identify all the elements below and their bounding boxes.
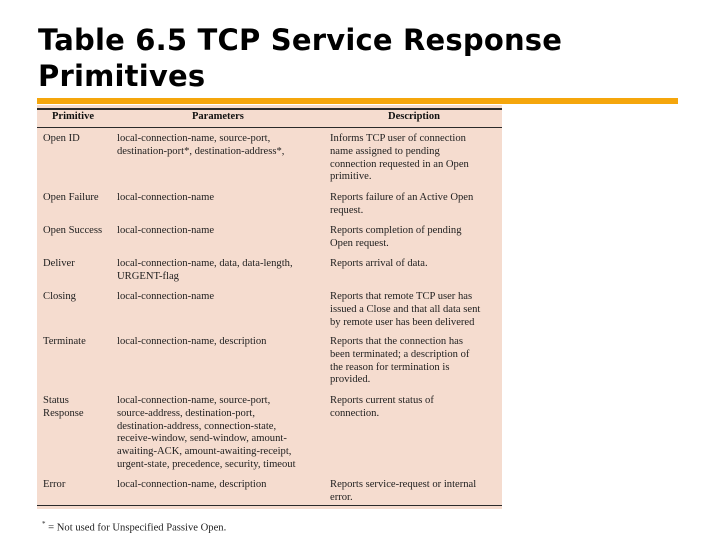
slide-title: Table 6.5 TCP Service Response Primitives <box>38 23 563 93</box>
cell-description: Reports completion of pending Open request. <box>330 225 462 249</box>
cell-primitive: Terminate <box>43 336 86 347</box>
cell-parameters: local-connection-name <box>117 225 215 236</box>
footnote-mark: * <box>42 520 46 528</box>
cell-primitive: Deliver <box>43 258 75 269</box>
primitives-table <box>37 105 502 509</box>
header-primitive: Primitive <box>52 111 94 122</box>
cell-description: Reports arrival of data. <box>330 258 428 269</box>
cell-parameters: local-connection-name <box>117 291 215 302</box>
cell-parameters: local-connection-name, source-port, destination-port*, destination-address*, <box>117 133 285 157</box>
header-description: Description <box>388 111 440 122</box>
cell-parameters: local-connection-name <box>117 192 215 203</box>
cell-primitive: Open Failure <box>43 192 99 203</box>
cell-parameters: local-connection-name, description <box>117 479 267 490</box>
cell-description: Reports current status of connection. <box>330 395 434 419</box>
table-header-rule <box>37 127 502 128</box>
table-footnote <box>42 520 226 534</box>
cell-primitive: Error <box>43 479 66 490</box>
header-parameters: Parameters <box>192 111 244 122</box>
cell-parameters: local-connection-name, data, data-length, URGENT-flag <box>117 258 293 282</box>
title-underline <box>37 98 678 104</box>
cell-primitive: Open ID <box>43 133 80 144</box>
cell-parameters: local-connection-name, description <box>117 336 267 347</box>
cell-primitive: Status Response <box>43 395 84 419</box>
cell-description: Reports failure of an Active Open request. <box>330 192 474 216</box>
cell-description: Reports that remote TCP user has issued a Close and that all data sent by remote user has been delivered <box>330 291 481 328</box>
cell-parameters: local-connection-name, source-port, source-address, destination-port, destination-address, connection-state, receive-window, send-window, amount- awaiting-ACK, amount-awaiting-receipt, urgent-state, precedence, security, timeout <box>117 395 296 470</box>
cell-primitive: Open Success <box>43 225 103 236</box>
cell-description: Informs TCP user of connection name assigned to pending connection requested in an Open primitive. <box>330 133 469 183</box>
footnote-text: = Not used for Unspecified Passive Open. <box>48 522 227 534</box>
cell-primitive: Closing <box>43 291 76 302</box>
table-header <box>37 105 502 129</box>
cell-description: Reports that the connection has been terminated; a description of the reason for termination is provided. <box>330 336 470 386</box>
cell-description: Reports service-request or internal error. <box>330 479 477 503</box>
table-bottom-rule <box>37 505 502 507</box>
